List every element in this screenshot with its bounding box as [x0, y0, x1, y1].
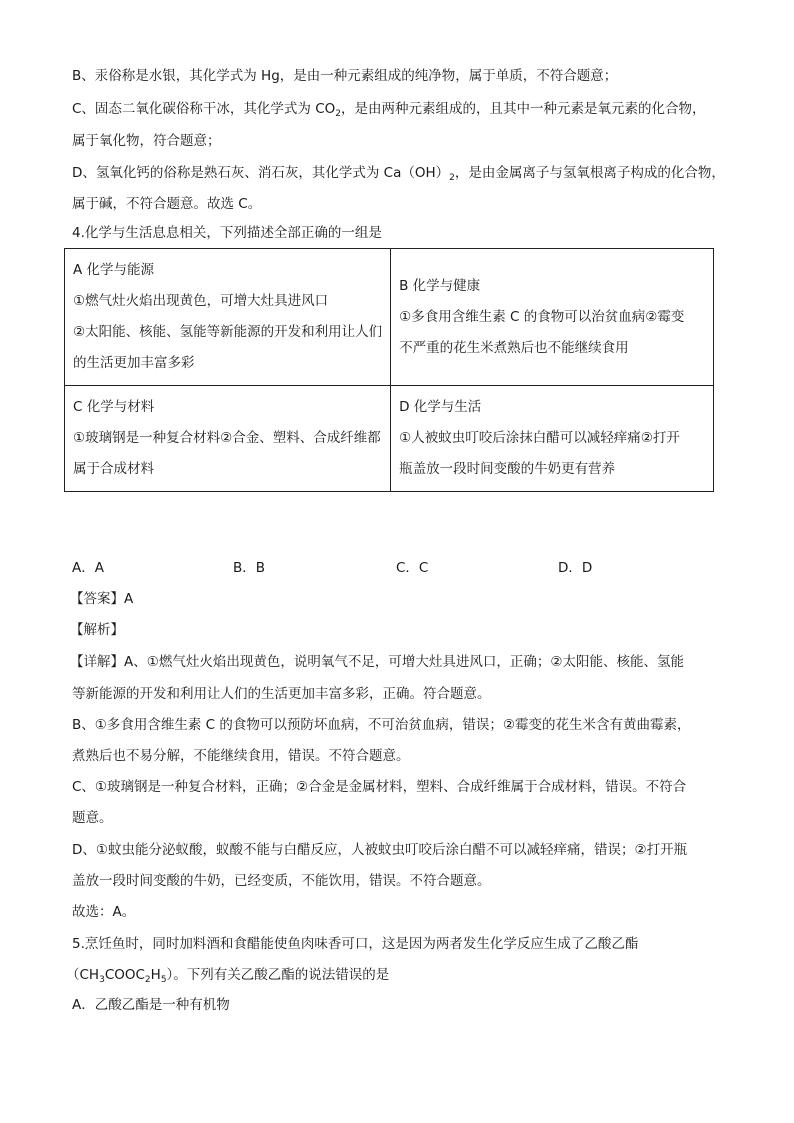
question-5-formula-line: [66, 965, 734, 990]
analysis-line-c2: 属于氧化物，符合题意；: [72, 133, 221, 149]
detail-line-4: 煮熟后也不易分解，不能继续食用，错误。不符合题意。: [72, 748, 410, 764]
table-cell-d: [391, 386, 714, 492]
detail-line-8: 盖放一段时间变酸的牛奶，已经变质，不能饮用，错误。不符合题意。: [72, 873, 491, 889]
question-4-table: [64, 248, 714, 492]
cell-c-item-1: ①玻璃钢是一种复合材料②合金、塑料、合成纤维都: [73, 430, 381, 446]
formula-close: ）。下列有关乙酸乙酯的说法错误的是: [166, 967, 390, 983]
table-cell-b: [391, 249, 714, 386]
analysis-line-d2: 属于碱，不符合题意。故选 C。: [72, 196, 262, 212]
answer-label: 【答案】: [70, 591, 124, 607]
detail-line-3: B、①多食用含维生素 C 的食物可以预防坏血病，不可治贫血病，错误；②霉变的花生米含有黄曲霉素，: [72, 717, 691, 733]
cell-a-item-2-cont: 的生活更加丰富多彩: [73, 355, 195, 371]
analysis-label: 【解析】: [70, 622, 124, 638]
cell-b-item-2: 不严重的花生米煮熟后也不能继续食用: [399, 339, 629, 356]
analysis-line-d-post: ，是由金属离子与氢氧根离子构成的化合物，: [454, 165, 725, 181]
formula-sub-1: 3: [99, 975, 105, 985]
cell-a-title: A 化学与能源: [73, 262, 155, 278]
cell-c-item-2: 属于合成材料: [73, 461, 154, 477]
cell-a-item-2: ②太阳能、核能、氢能等新能源的开发和利用让人们: [73, 324, 383, 340]
question-4-stem: 4.化学与生活息息相关，下列描述全部正确的一组是: [72, 225, 382, 241]
co2-subscript: 2: [335, 109, 342, 119]
cell-a-item-1: ①燃气灶火焰出现黄色，可增大灶具进风口: [73, 293, 329, 309]
table-cell-c: [65, 386, 391, 492]
analysis-line-d-pre: D、氢氧化钙的俗称是熟石灰、消石灰，其化学式为 Ca（OH）: [72, 165, 450, 181]
cell-b-item-1: ①多食用含维生素 C 的食物可以治贫血病②霉变: [399, 308, 685, 325]
option-b: B．B: [233, 560, 266, 576]
analysis-line-c-pre: C、固态二氧化碳俗称干冰，其化学式为 CO: [72, 101, 336, 117]
cell-d-item-2: 瓶盖放一段时间变酸的牛奶更有营养: [399, 461, 616, 477]
formula-sub-3: 5: [160, 975, 167, 985]
caoh2-subscript: 2: [449, 173, 455, 183]
formula-open: （CH: [66, 967, 100, 983]
detail-line-7: D、①蚊虫能分泌蚁酸，蚁酸不能与白醋反应，人被蚊虫叮咬后涂白醋不可以减轻痒痛，错误；②打开瓶: [72, 842, 688, 858]
detail-line-1: 【详解】A、①燃气灶火焰出现黄色，说明氧气不足，可增大灶具进风口，正确；②太阳能、核能、氢能: [70, 654, 684, 670]
cell-c-title: C 化学与材料: [73, 399, 155, 415]
question-5-option-a: A．乙酸乙酯是一种有机物: [72, 997, 230, 1013]
formula-sub-2: 2: [144, 975, 151, 985]
answer-value: A: [124, 591, 134, 607]
option-a: A．A: [72, 560, 104, 576]
cell-d-item-1: ①人被蚊虫叮咬后涂抹白醋可以减轻痒痛②打开: [399, 430, 680, 446]
detail-line-6: 题意。: [72, 810, 113, 826]
detail-line-9: 故选：A。: [72, 904, 136, 920]
detail-line-5: C、①玻璃钢是一种复合材料，正确；②合金是金属材料，塑料、合成纤维属于合成材料，错误。不符合: [72, 779, 687, 795]
analysis-line-c: [72, 99, 734, 124]
answer-line: [70, 589, 734, 609]
question-5-stem: 5.烹饪鱼时，同时加料酒和食醋能使鱼肉味香可口，这是因为两者发生化学反应生成了乙酸乙酯: [72, 936, 639, 952]
table-cell-a: [65, 249, 391, 386]
option-d: D．D: [558, 560, 593, 576]
analysis-line-d: [72, 163, 734, 188]
cell-d-title: D 化学与生活: [399, 399, 482, 415]
option-c: C．C: [396, 560, 429, 576]
analysis-line-c-post: ，是由两种元素组成的，且其中一种元素是氧元素的化合物，: [341, 101, 706, 117]
detail-line-2: 等新能源的开发和利用让人们的生活更加丰富多彩，正确。符合题意。: [72, 686, 491, 702]
analysis-line-b: B、汞俗称是水银，其化学式为 Hg，是由一种元素组成的纯净物，属于单质，不符合题意；: [72, 68, 618, 84]
formula-h: H: [150, 967, 161, 983]
cell-b-title: B 化学与健康: [399, 277, 481, 294]
formula-mid: COOC: [104, 967, 145, 983]
